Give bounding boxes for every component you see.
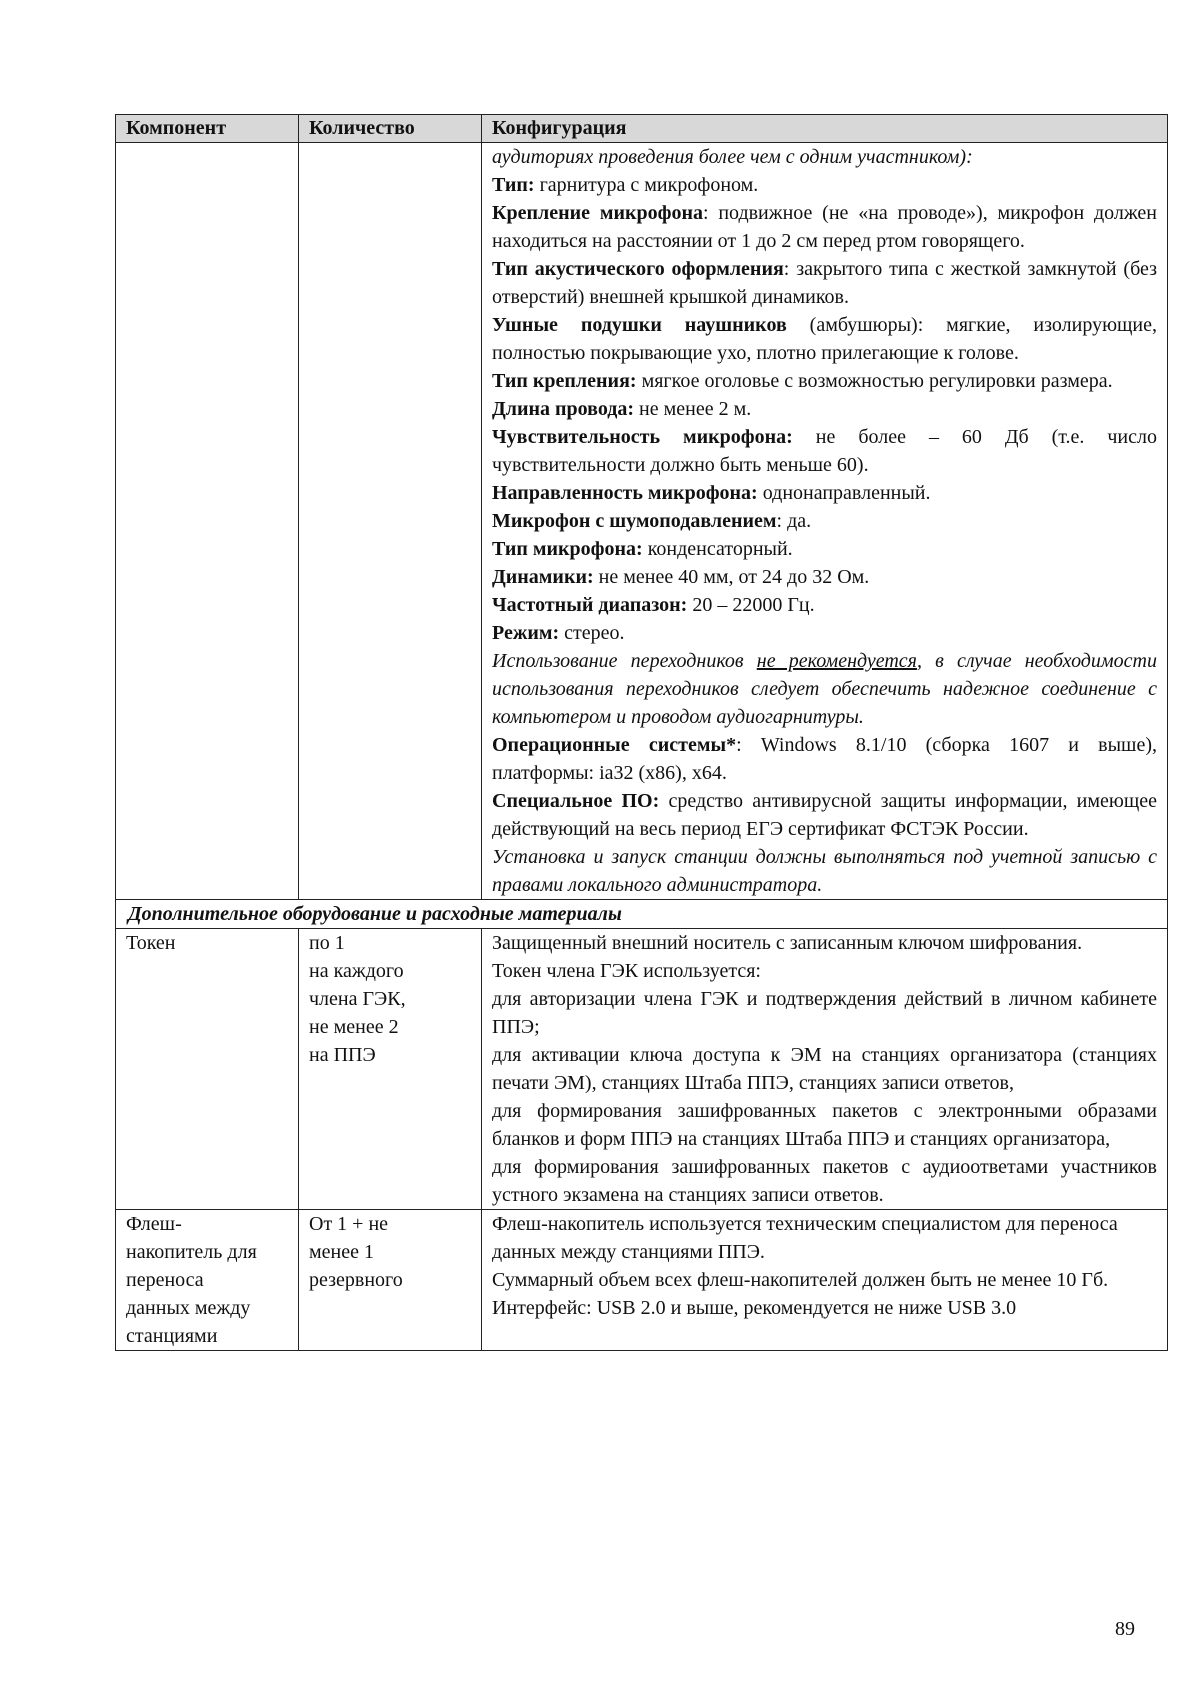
spec-cable-length: Длина провода: не менее 2 м.: [492, 398, 752, 420]
spec-noise-cancel: Микрофон с шумоподавлением: да.: [492, 510, 812, 532]
flash-config-line: Флеш-накопитель используется техническим специалистом для переноса данных между станциями ППЭ.: [492, 1213, 1118, 1263]
spec-frequency-range: Частотный диапазон: 20 – 22000 Гц.: [492, 594, 815, 616]
cell-token-config: [482, 929, 1168, 1210]
token-config-line: для активации ключа доступа к ЭМ на станциях организатора (станциях печати ЭМ), станциях Штаба ППЭ, станциях записи ответов,: [492, 1044, 1157, 1094]
adapters-note: Использование переходников не рекомендуется, в случае необходимости использования переходников следует обеспечить надежное соединение с компьютером и проводом аудиогарнитуры.: [492, 650, 1158, 728]
headset-intro: аудиториях проведения более чем с одним участником):: [492, 146, 973, 168]
spec-special-software: Специальное ПО: средство антивирусной защиты информации, имеющее действующий на весь период ЕГЭ сертификат ФСТЭК России.: [492, 790, 1157, 840]
flash-component-line: переноса: [126, 1269, 204, 1291]
cell-token-component: Токен: [116, 929, 299, 1210]
install-note: Установка и запуск станции должны выполняться под учетной записью с правами локального администратора.: [492, 846, 1157, 896]
token-quantity-line: не менее 2: [309, 1016, 399, 1038]
table-header-row: [116, 115, 1168, 143]
cell-component-empty: [116, 143, 299, 900]
token-config-line: для авторизации члена ГЭК и подтверждения действий в личном кабинете ППЭ;: [492, 988, 1157, 1038]
flash-config-line: Интерфейс: USB 2.0 и выше, рекомендуется не ниже USB 3.0: [492, 1297, 1017, 1319]
flash-quantity-line: От 1 + не: [309, 1213, 389, 1235]
spec-ear-cushions: Ушные подушки наушников (амбушюры): мягкие, изолирующие, полностью покрывающие ухо, плотно прилегающие к голове.: [492, 314, 1157, 364]
cell-flash-config: [482, 1210, 1168, 1351]
spec-type: Тип: гарнитура с микрофоном.: [492, 174, 759, 196]
flash-config-line: Суммарный объем всех флеш-накопителей должен быть не менее 10 Гб.: [492, 1269, 1109, 1291]
token-config-line: для формирования зашифрованных пакетов с аудиоответами участников устного экзамена на станциях записи ответов.: [492, 1156, 1157, 1206]
table-row-flash: [116, 1210, 1168, 1351]
spec-mic-sensitivity: Чувствительность микрофона: не более – 60 Дб (т.е. число чувствительности должно быть меньше 60).: [492, 426, 1157, 476]
flash-component-line: данных между: [126, 1297, 251, 1319]
flash-component-line: накопитель для: [126, 1241, 257, 1263]
token-config-line: Защищенный внешний носитель с записанным ключом шифрования.: [492, 932, 1083, 954]
cell-quantity-empty: [299, 143, 482, 900]
spec-mic-mount: Крепление микрофона: подвижное (не «на проводе»), микрофон должен находиться на расстоянии от 1 до 2 см перед ртом говорящего.: [492, 202, 1157, 252]
spec-headband: Тип крепления: мягкое оголовье с возможностью регулировки размера.: [492, 370, 1113, 392]
cell-flash-component: [116, 1210, 299, 1351]
flash-quantity-line: резервного: [309, 1269, 403, 1291]
spec-speakers: Динамики: не менее 40 мм, от 24 до 32 Ом.: [492, 566, 870, 588]
header-quantity: Количество: [299, 115, 482, 143]
section-row: [116, 900, 1168, 929]
table-row-token: [116, 929, 1168, 1210]
section-title: Дополнительное оборудование и расходные материалы: [116, 900, 1168, 929]
token-config-line: Токен члена ГЭК используется:: [492, 960, 761, 982]
token-quantity-line: члена ГЭК,: [309, 988, 406, 1010]
flash-quantity-line: менее 1: [309, 1241, 374, 1263]
page-number: 89: [1115, 1618, 1135, 1640]
token-quantity-line: на каждого: [309, 960, 404, 982]
cell-token-quantity: [299, 929, 482, 1210]
cell-headset-config: [482, 143, 1168, 900]
header-component: Компонент: [116, 115, 299, 143]
config-table: [115, 114, 1168, 1351]
spec-operating-systems: Операционные системы*: Windows 8.1/10 (сборка 1607 и выше), платформы: ia32 (x86), x64.: [492, 734, 1157, 784]
flash-component-line: станциями: [126, 1325, 218, 1347]
token-quantity-line: по 1: [309, 932, 345, 954]
cell-flash-quantity: [299, 1210, 482, 1351]
spec-mic-directivity: Направленность микрофона: однонаправленный.: [492, 482, 931, 504]
table-row-headset-continued: [116, 143, 1168, 900]
spec-acoustic-design: Тип акустического оформления: закрытого типа с жесткой замкнутой (без отверстий) внешней крышкой динамиков.: [492, 258, 1157, 308]
spec-mode: Режим: стерео.: [492, 622, 625, 644]
header-configuration: Конфигурация: [482, 115, 1168, 143]
flash-component-line: Флеш-: [126, 1213, 182, 1235]
spec-mic-type: Тип микрофона: конденсаторный.: [492, 538, 793, 560]
token-config-line: для формирования зашифрованных пакетов с электронными образами бланков и форм ППЭ на станциях Штаба ППЭ и станциях организатора,: [492, 1100, 1157, 1150]
token-quantity-line: на ППЭ: [309, 1044, 376, 1066]
